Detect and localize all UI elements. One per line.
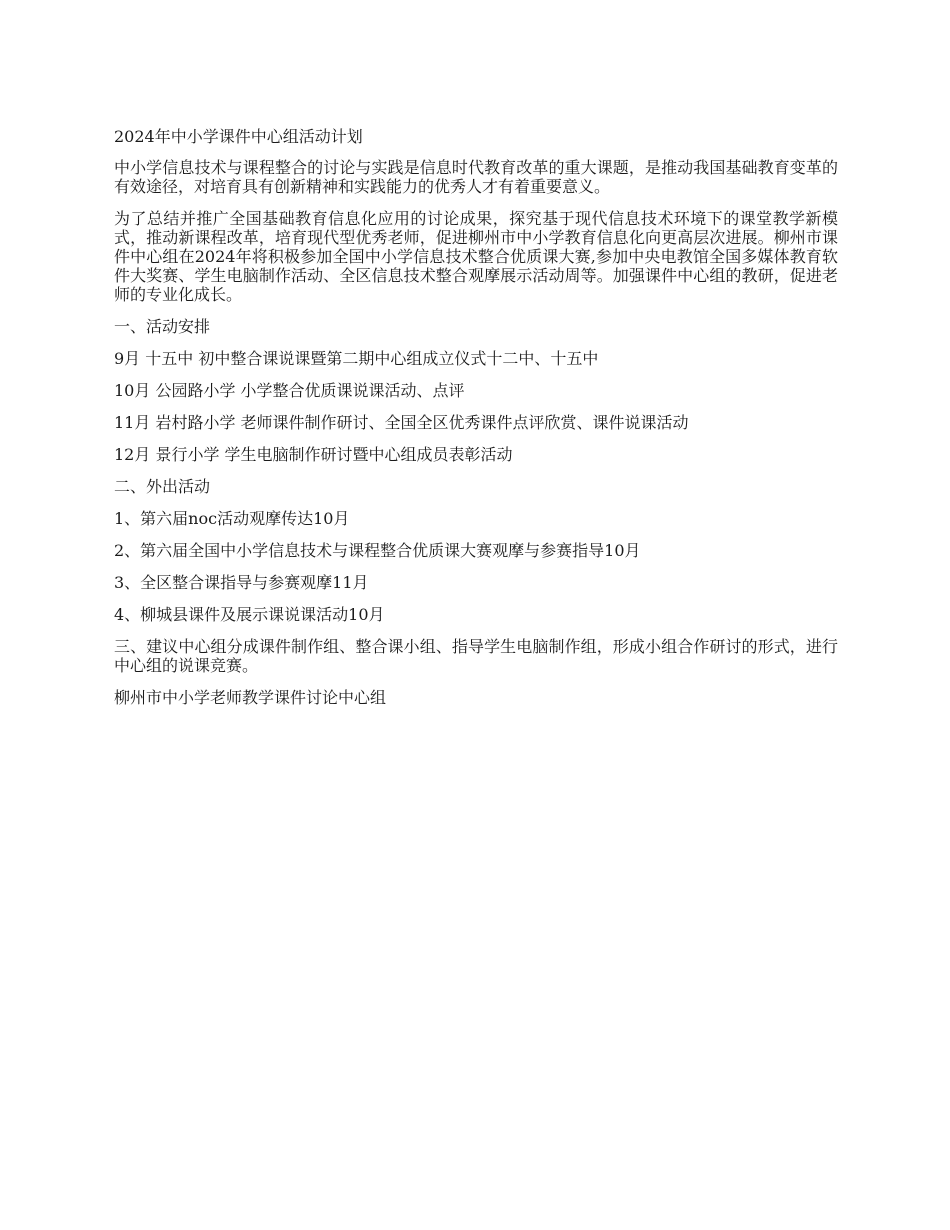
schedule-item: 10月 公园路小学 小学整合优质课说课活动、点评	[114, 381, 465, 400]
outing-item: 3、全区整合课指导与参赛观摩11月	[114, 573, 369, 592]
outing-item: 2、第六届全国中小学信息技术与课程整合优质课大赛观摩与参赛指导10月	[114, 541, 641, 560]
schedule-item: 9月 十五中 初中整合课说课暨第二期中心组成立仪式十二中、十五中	[114, 349, 599, 368]
section-heading-outings: 二、外出活动	[114, 477, 211, 496]
signature: 柳州市中小学老师教学课件讨论中心组	[114, 688, 387, 707]
section-heading-activity-schedule: 一、活动安排	[114, 317, 211, 336]
schedule-item: 12月 景行小学 学生电脑制作研讨暨中心组成员表彰活动	[114, 445, 513, 464]
schedule-item: 11月 岩村路小学 老师课件制作研讨、全国全区优秀课件点评欣赏、课件说课活动	[114, 413, 689, 432]
document-page	[114, 127, 838, 720]
outing-item: 1、第六届noc活动观摩传达10月	[114, 509, 350, 528]
intro-paragraph-2: 为了总结并推广全国基础教育信息化应用的讨论成果，探究基于现代信息技术环境下的课堂教学新模式，推动新课程改革，培育现代型优秀老师，促进柳州市中小学教育信息化向更高层次进展。柳州市课件中心组在2024年将积极参加全国中小学信息技术整合优质课大赛,参加中央电教馆全国多媒体教育软件大奖赛、学生电脑制作活动、全区信息技术整合观摩展示活动周等。加强课件中心组的教研，促进老师的专业化成长。	[114, 209, 838, 304]
document-title: 2024年中小学课件中心组活动计划	[114, 127, 363, 146]
outing-item: 4、柳城县课件及展示课说课活动10月	[114, 605, 385, 624]
schedule-list	[114, 349, 838, 464]
outings-list	[114, 509, 838, 624]
section-3-suggestion: 三、建议中心组分成课件制作组、整合课小组、指导学生电脑制作组，形成小组合作研讨的形式，进行中心组的说课竞赛。	[114, 637, 838, 675]
intro-paragraph-1: 中小学信息技术与课程整合的讨论与实践是信息时代教育改革的重大课题，是推动我国基础教育变革的有效途径，对培育具有创新精神和实践能力的优秀人才有着重要意义。	[114, 158, 838, 196]
